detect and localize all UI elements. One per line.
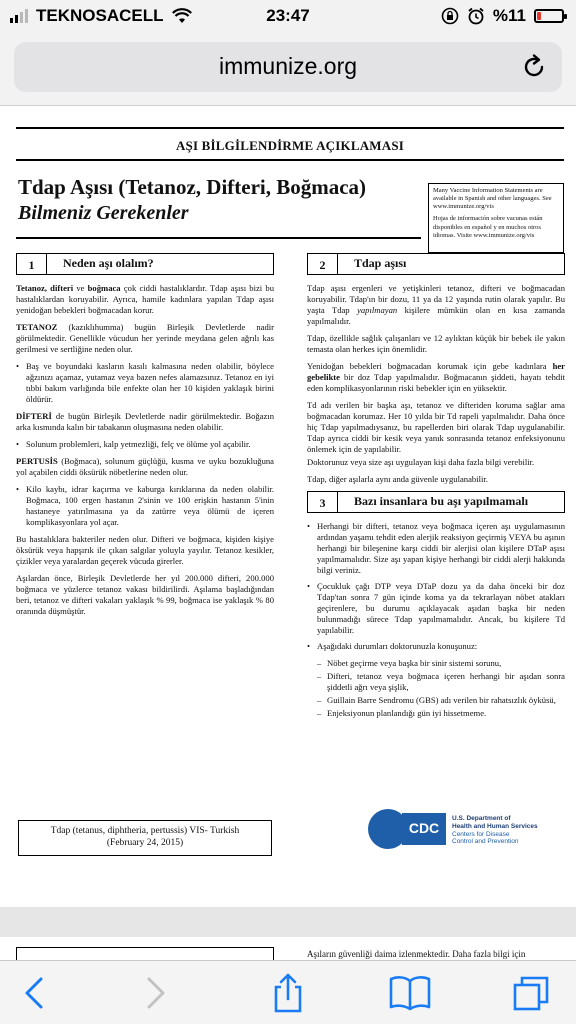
section-title: Tdap aşısı xyxy=(354,256,407,271)
paragraph: PERTUSİS (Boğmaca), solunum güçlüğü, kusma ve uyku bozukluğuna yol açabilen ciddi öksürük nöbetlerine neden olur. xyxy=(16,456,274,477)
paragraph: Td adı verilen bir başka aşı, tetanoz ve difteriden koruma sağlar ama boğmacadan korumaz. Her 10 yılda bir Td rapeli yapılmalıdır. Daha önce hiç Tdap yapılmadıysanız, bu rapellerden biri olarak Tdap uygulanabilir. Tdap ayrıca ciddi bir kesik veya yanık sonrasında tetanoz enfeksiyonunu önlemek için de yapılabilir. xyxy=(307,400,565,454)
paragraph: Tdap aşısı ergenleri ve yetişkinleri tetanoz, difteri ve boğmacadan koruyabilir. Tdap'ın bir dozu, 11 ya da 12 yaşında rutin olarak yapılır. Bu yaşta Tdap yapılmayan kişilere mümkün olan en kısa zamanda yapılmalıdır. xyxy=(307,283,565,326)
dash-item: – Enjeksiyonun planlandığı gün iyi hissetmeme. xyxy=(317,708,565,719)
paragraph: DİFTERİ de bugün Birleşik Devletlerde nadir görülmektedir. Boğazın arka kısmında kalın bir tabakanın oluşmasına neden olabilir. xyxy=(16,411,274,432)
section-number: 1 xyxy=(17,254,47,274)
dash-item: – Guillain Barre Sendromu (GBS) adı verilen bir rahatsızlık öyküsü, xyxy=(317,695,565,706)
chevron-left-icon[interactable] xyxy=(14,973,58,1013)
chevron-right-icon[interactable] xyxy=(132,973,176,1013)
paragraph: Yenidoğan bebekleri boğmacadan korumak için gebe kadınlara her gebelikte bir doz Tdap yapılmalıdır. Boğmacanın şiddeti, hayatı tehdit eden komplikasyonlarının riski bebekler için en yüksektir. xyxy=(307,361,565,393)
bullet-item: • Çocukluk çağı DTP veya DTaP dozu ya da daha önceki bir doz Tdap'tan sonra 7 gün içinde koma ya da tekrarlayan nöbet atakları geçirenlere, bu durumu açıklayacak aşıdan başka bir neden bulunmadığı sürece Tdap yapılmamalıdır. Ancak, bu kişilere Td yapılabilir. xyxy=(307,581,565,636)
section-number: 2 xyxy=(308,254,338,274)
vis-document xyxy=(16,127,564,897)
section-3-heading xyxy=(307,491,565,513)
paragraph: Tdap, özellikle sağlık çalışanları ve 12 aylıktan küçük bir bebek ile yakın temasta olan herkes için önemlidir. xyxy=(307,333,565,354)
address-bar xyxy=(0,34,576,106)
alarm-icon xyxy=(467,7,485,25)
book-icon[interactable] xyxy=(388,973,432,1013)
title-rule xyxy=(16,237,421,239)
paragraph: Bu hastalıklara bakteriler neden olur. Difteri ve boğmaca, kişiden kişiye öksürük veya hapşırık ile çıkan salgılar yoluyla yayılır. Tetanoz kesikler, çizikler veya yaralardan geçerek vücuda girerler. xyxy=(16,534,274,566)
language-note-en: Many Vaccine Information Statements are available in Spanish and other languages. See www.immunize.org/vis xyxy=(433,187,552,211)
url-field[interactable] xyxy=(14,42,562,92)
section-number: 3 xyxy=(308,492,338,512)
status-time: 23:47 xyxy=(266,6,310,25)
paragraph: Tdap, diğer aşılarla aynı anda güvenle uygulanabilir. xyxy=(307,474,488,484)
share-icon[interactable] xyxy=(266,973,310,1013)
vis-edition-date: (February 24, 2015) xyxy=(106,838,184,849)
dash-item: – Nöbet geçirme veya başka bir sinir sistemi sorunu, xyxy=(317,658,565,669)
section-title: Neden aşı olalım? xyxy=(63,256,154,271)
right-column xyxy=(307,253,565,725)
doc-title: Tdap Aşısı (Tetanoz, Difteri, Boğmaca) xyxy=(18,175,367,199)
browser-toolbar xyxy=(0,960,576,1024)
vis-edition-line: Tdap (tetanus, diphtheria, pertussis) VIS- Turkish xyxy=(50,826,240,836)
hhs-cdc-logo xyxy=(368,805,564,855)
bullet-item: • Herhangi bir difteri, tetanoz veya boğmaca içeren aşı uygulamasının ardından yaşamı tehdit eden alerjik reaksiyon geçirmiş VEYA bu aşının herhangi bir bileşenine karşı ciddi bir alerjisi olan kişilere DTaP aşısı yapılmamalıdır. Size aşı yapan kişiye herhangi bir ciddi alerji hakkında bilgi veriniz. xyxy=(307,521,565,576)
cdc-logo: CDC xyxy=(402,813,446,845)
paragraph: Aşılardan önce, Birleşik Devletlerde her yıl 200.000 difteri, 200.000 boğmaca ve yüzlerce tetanoz vakası bildirilirdi. Aşılama başladığından beri, tetanoz ve difteri vakaları yaklaşık % 99, boğmaca ise yaklaşık % 80 oranında düşmüştür. xyxy=(16,573,274,616)
battery-icon xyxy=(534,9,564,23)
carrier-name: TEKNOSACELL xyxy=(36,6,164,25)
bullet-item: • Baş ve boyundaki kasların kasılı kalmasına neden olabilir, böylece ağzınızı açamaz, yutamaz veya bazen nefes alamazsınız. Tetanoz en iyi tıbbi bakım varlığında bile enfekte olan her 10 kişiden yaklaşık birini öldürür. xyxy=(16,361,274,405)
left-column xyxy=(16,253,274,623)
hhs-text: U.S. Department of Health and Human Services Centers for Disease Control and Prevention xyxy=(452,815,538,846)
vis-edition-box xyxy=(18,820,272,856)
reload-icon[interactable] xyxy=(520,53,548,81)
bullet-item: • Kilo kaybı, idrar kaçırma ve kaburga kırıklarına da neden olabilir. Boğmaca, 100 ergen hastanın 2'sinin ve 100 erişkin hastanın 5'inin hastaneye yatırılmasına ya da zatürre veya ölümü de içeren komplikasyonlara yol açar. xyxy=(16,484,274,528)
language-note-es: Hojas de información sobre vacunas están disponibles en español y en muchos otros idiomas. Visite www.immunize.org/vis xyxy=(433,215,543,239)
status-right xyxy=(441,6,564,26)
next-page-text: Aşıların güvenliği daima izlenmektedir. Daha fazla bilgi için xyxy=(307,949,526,959)
paragraph: Doktorunuz veya size aşı uygulayan kişi daha fazla bilgi verebilir. xyxy=(307,457,535,467)
dash-item: – Difteri, tetanoz veya boğmaca içeren herhangi bir aşıdan sonra şiddetli ağrı veya şişlik, xyxy=(317,671,565,693)
orientation-lock-icon xyxy=(441,7,459,25)
section-2-heading xyxy=(307,253,565,275)
section-title: Bazı insanlara bu aşı yapılmamalı xyxy=(354,494,529,509)
web-page[interactable] xyxy=(0,107,576,907)
bullet-item: • Solunum problemleri, kalp yetmezliği, felç ve ölüme yol açabilir. xyxy=(16,439,274,450)
url-text[interactable]: immunize.org xyxy=(218,53,358,79)
bullet-item: • Aşağıdaki durumları doktorunuzla konuşunuz: xyxy=(307,641,565,652)
doc-subtitle: Bilmeniz Gerekenler xyxy=(18,202,189,224)
tabs-icon[interactable] xyxy=(510,973,554,1013)
section-1-heading xyxy=(16,253,274,275)
language-note xyxy=(428,183,564,253)
doc-header: AŞI BİLGİLENDİRME AÇIKLAMASI xyxy=(16,127,564,161)
page-separator xyxy=(0,907,576,937)
status-bar xyxy=(0,0,576,34)
battery-percent: %11 xyxy=(492,6,526,25)
paragraph: TETANOZ (kazıklıhumma) bugün Birleşik Devletlerde nadir görülmektedir. Genellikle vücudun her yerinde meydana gelen ağrılı kas gerilmesi ve sertliğine neden olur. xyxy=(16,322,274,354)
paragraph: Tetanoz, difteri ve boğmaca çok ciddi hastalıklardır. Tdap aşısı bizi bu hastalıklardan koruyabilir. Ayrıca, hamile kadınlara yapılan Tdap aşısı yenidoğan bebekleri boğmacadan korur. xyxy=(16,283,275,315)
